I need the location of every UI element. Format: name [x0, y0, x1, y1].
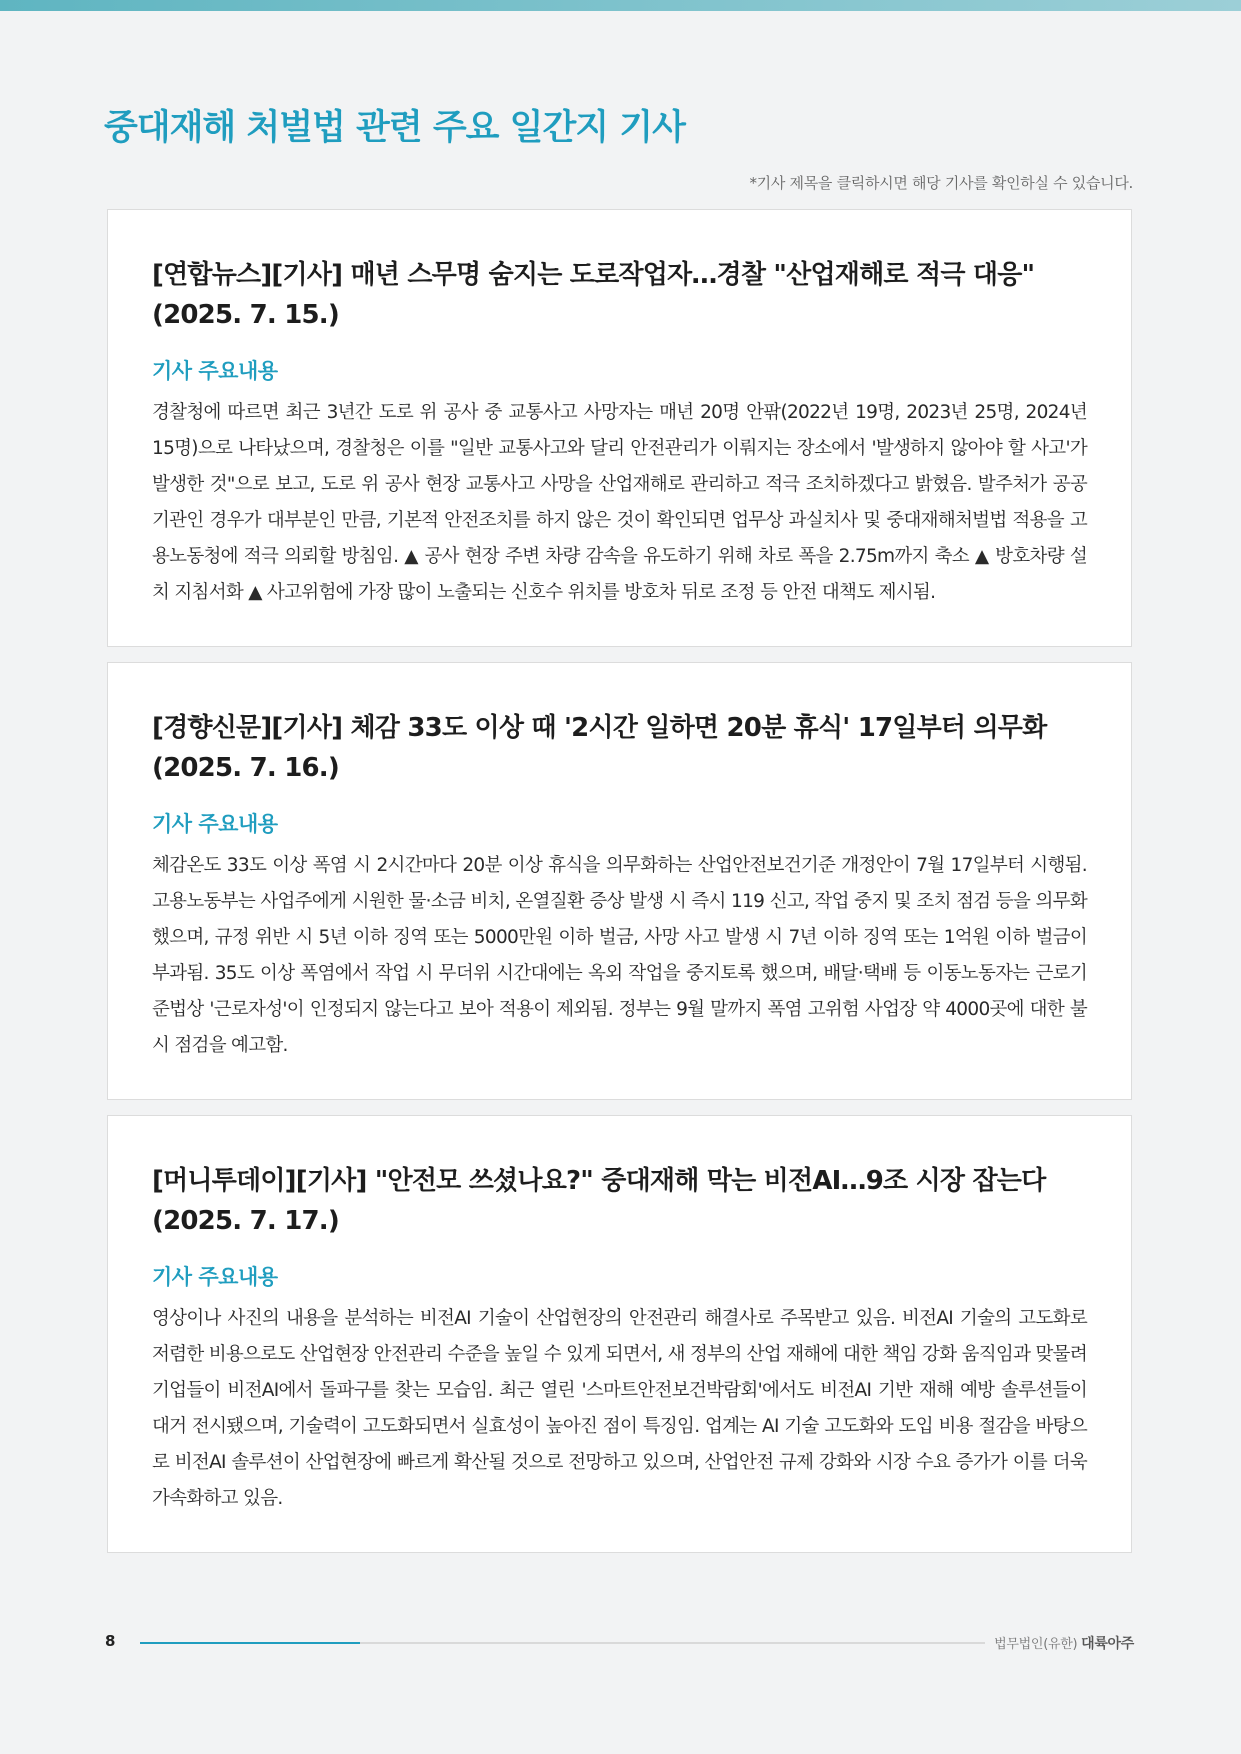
page-title: 중대재해 처벌법 관련 주요 일간지 기사 — [104, 108, 685, 148]
article-title-link[interactable]: [연합뉴스][기사] 매년 스무명 숨지는 도로작업자…경찰 "산업재해로 적극 대응" (2025. 7. 15.) — [152, 260, 1035, 330]
footer-divider — [140, 1642, 985, 1644]
article-title-link[interactable]: [경향신문][기사] 체감 33도 이상 때 '2시간 일하면 20분 휴식' 17일부터 의무화 (2025. 7. 16.) — [152, 713, 1047, 783]
article-summary-text: 경찰청에 따르면 최근 3년간 도로 위 공사 중 교통사고 사망자는 매년 20명 안팎(2022년 19명, 2023년 25명, 2024년 15명)으로 나타났으며, 경찰청은 이를 "일반 교통사고와 달리 안전관리가 이뤄지는 장소에서 '발생하지 않아야 할 사고'가 발생한 것"으로 보고, 도로 위 공사 현장 교통사고 사망을 산업재해로 관리하고 적극 조치하겠다고 밝혔음. 발주처가 공공기관인 경우가 대부분인 만큼, 기본적 안전조치를 하지 않은 것이 확인되면 업무상 과실치사 및 중대재해처벌법 적용을 고용노동청에 적극 의뢰할 방침임. ▲ 공사 현장 주변 차량 감속을 유도하기 위해 차로 폭을 2.75m까지 축소 ▲ 방호차량 설치 지침서화 ▲ 사고위험에 가장 많이 노출되는 신호수 위치를 방호차 뒤로 조정 등 안전 대책도 제시됨. — [152, 402, 1087, 603]
article-summary-heading: 기사 주요내용 — [152, 359, 278, 383]
footer-brand — [994, 1633, 1134, 1653]
footer-progress-bar — [140, 1642, 360, 1644]
article-card-3 — [107, 1115, 1132, 1553]
article-summary-heading: 기사 주요내용 — [152, 1265, 278, 1289]
click-notice: *기사 제목을 클릭하시면 해당 기사를 확인하실 수 있습니다. — [749, 174, 1133, 192]
article-summary-text: 체감온도 33도 이상 폭염 시 2시간마다 20분 이상 휴식을 의무화하는 산업안전보건기준 개정안이 7월 17일부터 시행됨. 고용노동부는 사업주에게 시원한 물·소금 비치, 온열질환 증상 발생 시 즉시 119 신고, 작업 중지 및 조치 점검 등을 의무화했으며, 규정 위반 시 5년 이하 징역 또는 5000만원 이하 벌금, 사망 사고 발생 시 7년 이하 징역 또는 1억원 이하 벌금이 부과됨. 35도 이상 폭염에서 작업 시 무더위 시간대에는 옥외 작업을 중지토록 했으며, 배달·택배 등 이동노동자는 근로기준법상 '근로자성'이 인정되지 않는다고 보아 적용이 제외됨. 정부는 9월 말까지 폭염 고위험 사업장 약 4000곳에 대한 불시 점검을 예고함. — [152, 855, 1087, 1056]
brand-name: 대륙아주 — [1081, 1636, 1134, 1652]
article-summary-heading: 기사 주요내용 — [152, 812, 278, 836]
article-card-1 — [107, 209, 1132, 647]
top-accent-bar — [0, 0, 1241, 11]
article-summary-text: 영상이나 사진의 내용을 분석하는 비전AI 기술이 산업현장의 안전관리 해결사로 주목받고 있음. 비전AI 기술의 고도화로 저렴한 비용으로도 산업현장 안전관리 수준을 높일 수 있게 되면서, 새 정부의 산업 재해에 대한 책임 강화 움직임과 맞물려 기업들이 비전AI에서 돌파구를 찾는 모습임. 최근 열린 '스마트안전보건박람회'에서도 비전AI 기반 재해 예방 솔루션들이 대거 전시됐으며, 기술력이 고도화되면서 실효성이 높아진 점이 특징임. 업계는 AI 기술 고도화와 도입 비용 절감을 바탕으로 비전AI 솔루션이 산업현장에 빠르게 확산될 것으로 전망하고 있으며, 산업안전 규제 강화와 시장 수요 증가가 이를 더욱 가속화하고 있음. — [152, 1308, 1087, 1509]
article-title-link[interactable]: [머니투데이][기사] "안전모 쓰셨나요?" 중대재해 막는 비전AI…9조 시장 잡는다 (2025. 7. 17.) — [152, 1166, 1046, 1236]
brand-prefix: 법무법인(유한) — [994, 1637, 1078, 1652]
page-number: 8 — [105, 1632, 116, 1650]
article-card-2 — [107, 662, 1132, 1100]
